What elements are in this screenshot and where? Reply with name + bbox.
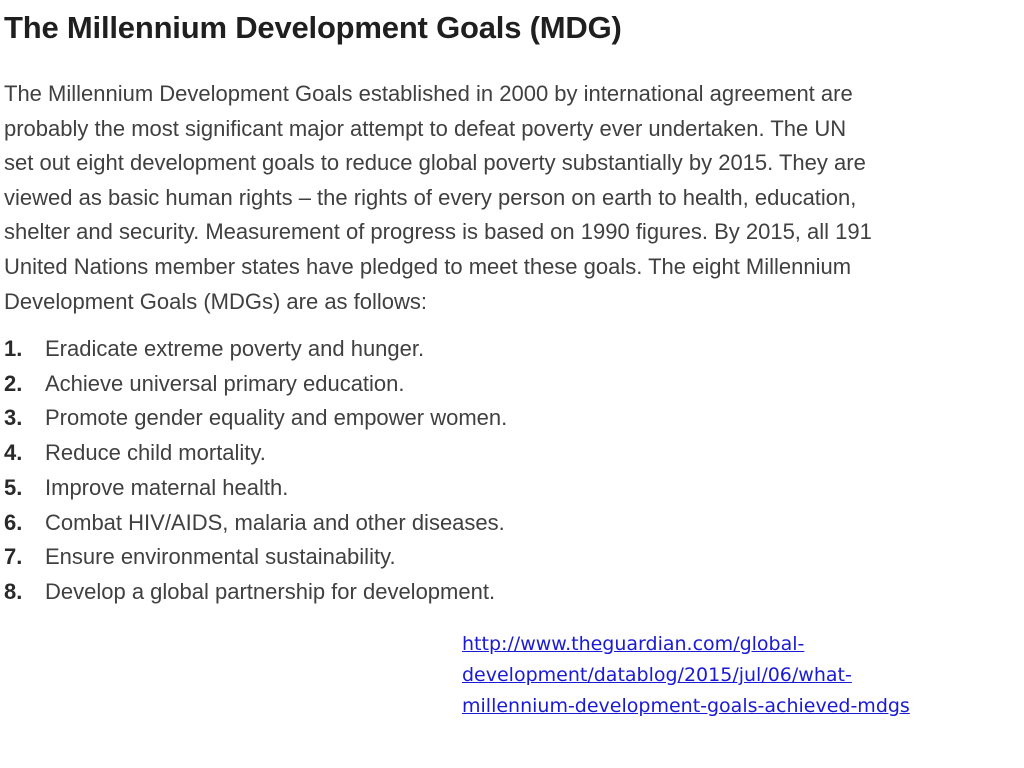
goal-text: Reduce child mortality. (45, 440, 266, 466)
goal-item (4, 436, 507, 471)
goal-text: Develop a global partnership for development. (45, 578, 496, 604)
intro-line: The Millennium Development Goals established in 2000 by international agreement are (4, 81, 853, 106)
goal-item (4, 575, 507, 610)
goal-item (4, 401, 507, 436)
goal-number: 6. (4, 509, 23, 535)
goal-number: 1. (4, 336, 23, 361)
slide-title: The Millennium Development Goals (MDG) (4, 10, 622, 45)
source-link[interactable] (462, 629, 962, 722)
goal-text: Achieve universal primary education. (45, 370, 405, 396)
goal-number: 2. (4, 370, 23, 396)
goal-item (4, 332, 507, 367)
goal-number: 4. (4, 440, 23, 466)
source-link-line[interactable]: development/datablog/2015/jul/06/what- (462, 664, 852, 686)
intro-line: set out eight development goals to reduce global poverty substantially by 2015. They are (4, 150, 866, 176)
intro-line: Development Goals (MDGs) are as follows: (4, 288, 428, 314)
source-link-line[interactable]: http://www.theguardian.com/global- (462, 633, 805, 655)
goal-number: 5. (4, 474, 23, 500)
goal-text: Improve maternal health. (45, 474, 289, 500)
goal-text: Combat HIV/AIDS, malaria and other diseases. (45, 509, 505, 535)
goal-item (4, 540, 507, 575)
goal-number: 7. (4, 544, 23, 570)
intro-line: probably the most significant major attempt to defeat poverty ever undertaken. The UN (4, 115, 847, 141)
goal-item (4, 506, 507, 541)
intro-line: United Nations member states have pledged to meet these goals. The eight Millennium (4, 253, 852, 279)
source-link-line[interactable]: millennium-development-goals-achieved-mdgs (462, 695, 910, 717)
goal-text: Ensure environmental sustainability. (45, 544, 396, 570)
goal-item (4, 471, 507, 506)
goal-number: 3. (4, 405, 23, 431)
intro-line: shelter and security. Measurement of progress is based on 1990 figures. By 2015, all 191 (4, 219, 872, 245)
intro-paragraph (4, 77, 1020, 319)
goals-list (4, 332, 507, 610)
intro-line: viewed as basic human rights – the rights of every person on earth to health, education, (4, 184, 857, 210)
goal-item (4, 367, 507, 402)
goal-number: 8. (4, 578, 23, 604)
goal-text: Eradicate extreme poverty and hunger. (45, 336, 425, 361)
goal-text: Promote gender equality and empower women. (45, 405, 508, 431)
